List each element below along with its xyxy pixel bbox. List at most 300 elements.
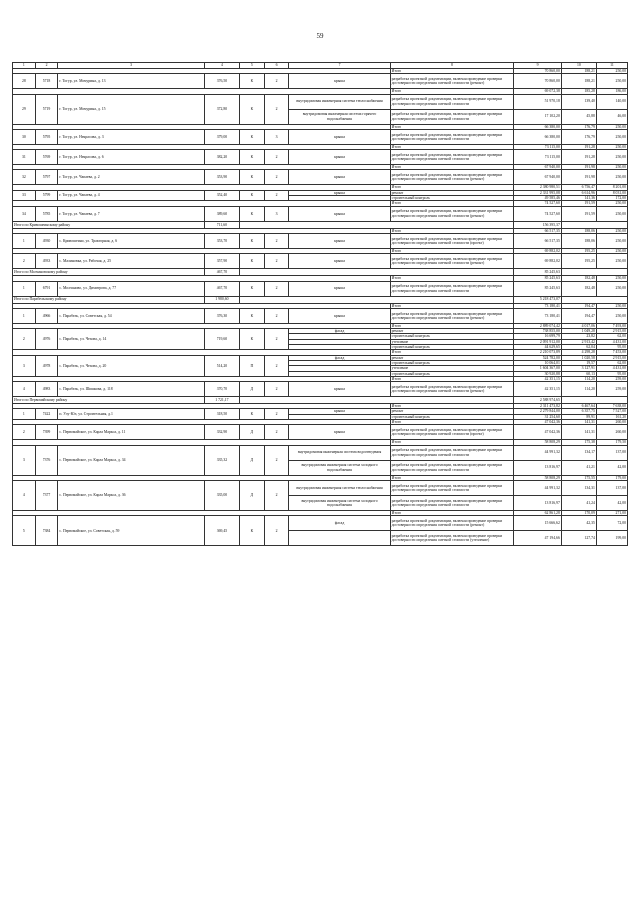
- col-header: 2: [35, 63, 58, 69]
- building-area: 370,70: [204, 382, 239, 397]
- subtotal-label: Итого: [390, 276, 514, 281]
- work-description: разработка проектной документации, включая проведение проверки достоверности определения сметной стоимости (ремонт): [390, 308, 514, 323]
- subtotal-unit-cost: 175,38: [561, 440, 596, 445]
- empty-cell: [239, 269, 513, 276]
- work-row: [13, 150, 628, 165]
- floors: 3: [264, 206, 289, 221]
- work-kind: крыша: [289, 129, 390, 144]
- col-header: 9: [514, 63, 561, 69]
- work-sum: 74 527,60: [514, 206, 561, 221]
- col-header: 3: [58, 63, 205, 69]
- empty-cell: [561, 221, 627, 228]
- wall-material: Д: [239, 445, 264, 475]
- work-kind: внутридомовая инженерная система холодного водоснабжения: [289, 460, 390, 475]
- work-sum: 524 782,00: [514, 355, 561, 360]
- subtotal-limit: 7 493,00: [596, 323, 627, 328]
- building-area: 382,20: [204, 150, 239, 165]
- wall-material: Д: [239, 425, 264, 440]
- wall-material: К: [239, 74, 264, 89]
- subtotal-limit: 250,00: [596, 276, 627, 281]
- work-limit: 95,00: [596, 345, 627, 350]
- row-number: 3: [13, 355, 36, 376]
- work-unit-cost: 89,91: [561, 414, 596, 419]
- subtotal-sum: 74 527,60: [514, 201, 561, 206]
- empty-cell: [239, 397, 513, 404]
- work-kind: внутридомовая инженерная система горячего водоснабжения: [289, 109, 390, 124]
- wall-material: К: [239, 409, 264, 420]
- work-description: строительный контроль: [390, 334, 514, 339]
- work-kind: крыша: [289, 190, 390, 195]
- district-total-row: [13, 296, 628, 303]
- building-address: с. Первомайское, ул. Карла Маркса, д. 11: [58, 425, 205, 440]
- building-area: 514,20: [204, 355, 239, 376]
- work-row: [13, 382, 628, 397]
- work-limit: 250,00: [596, 74, 627, 89]
- subtotal-limit: 260,00: [596, 420, 627, 425]
- subtotal-unit-cost: 195,25: [561, 248, 596, 253]
- work-description: разработка проектной документации, включая проведение проверки достоверности определения сметной стоимости (ремонт): [390, 382, 514, 397]
- building-id: 7377: [35, 480, 58, 510]
- table-body: [13, 63, 628, 546]
- building-address: с. Парабель, ул. Советская, д. 54: [58, 308, 205, 323]
- work-limit: 62,00: [596, 360, 627, 365]
- work-unit-cost: 6 357,75: [561, 409, 596, 414]
- subtotal-label: Итого: [390, 69, 514, 74]
- subtotal-label: Итого: [390, 475, 514, 480]
- work-limit: 7 527,00: [596, 409, 627, 414]
- work-row: [13, 445, 628, 460]
- subtotal-sum: 2 380 980,51: [514, 185, 561, 190]
- building-id: 5769: [35, 150, 58, 165]
- work-description: разработка проектной документации, включая проведение проверки достоверности определения сметной стоимости: [390, 495, 514, 510]
- building-id: 6791: [35, 281, 58, 296]
- building-area: 352,40: [204, 190, 239, 201]
- building-address: г. Тогур, ул. Чапаева, д. 4: [58, 190, 205, 201]
- building-area: 389,60: [204, 206, 239, 221]
- work-sum: 67 940,00: [514, 170, 561, 185]
- district-total-row: [13, 269, 628, 276]
- floors: 2: [264, 480, 289, 510]
- work-kind: крыша: [289, 233, 390, 248]
- work-sum: 2 091 912,00: [514, 339, 561, 344]
- empty-cell: [239, 296, 513, 303]
- work-unit-cost: 62,04: [561, 345, 596, 350]
- col-header: 4: [204, 63, 239, 69]
- work-row: [13, 129, 628, 144]
- subtotal-sum: 58 808,29: [514, 440, 561, 445]
- work-limit: 140,00: [596, 94, 627, 109]
- district-total-row: [13, 397, 628, 404]
- work-description: строительный контроль: [390, 371, 514, 376]
- work-kind: крыша: [289, 281, 390, 296]
- building-area: 369,45: [204, 516, 239, 546]
- subtotal-unit-cost: 191,98: [561, 165, 596, 170]
- work-sum: 738 855,00: [514, 329, 561, 334]
- floors: 2: [264, 425, 289, 440]
- floors: 2: [264, 445, 289, 475]
- row-number: 33: [13, 190, 36, 201]
- building-id: 7376: [35, 445, 58, 475]
- subtotal-label: Итого: [390, 303, 514, 308]
- subtotal-unit-cost: 175,55: [561, 475, 596, 480]
- building-id: 7422: [35, 409, 58, 420]
- building-id: 5797: [35, 170, 58, 185]
- work-unit-cost: 3 127,91: [561, 366, 596, 371]
- subtotal-label: Итого: [390, 144, 514, 149]
- work-limit: 250,00: [596, 281, 627, 296]
- building-id: 5799: [35, 190, 58, 201]
- building-id: 7399: [35, 425, 58, 440]
- subtotal-label: Итого: [390, 201, 514, 206]
- row-number: 4: [13, 382, 36, 397]
- building-address: с. Первомайское, ул. Советская, д. 59: [58, 516, 205, 546]
- district-total-label: Итого по Первомайскому району: [13, 397, 205, 404]
- subtotal-unit-cost: 4 017,06: [561, 323, 596, 328]
- wall-material: Д: [239, 480, 264, 510]
- subtotal-unit-cost: 170,09: [561, 510, 596, 515]
- work-kind: крыша: [289, 308, 390, 323]
- work-unit-cost: 134,31: [561, 480, 596, 495]
- subtotal-limit: 250,00: [596, 303, 627, 308]
- subtotal-limit: 250,00: [596, 228, 627, 233]
- work-sum: 73 115,00: [514, 150, 561, 165]
- floors: 2: [264, 170, 289, 185]
- work-sum: 66 517,35: [514, 233, 561, 248]
- wall-material: К: [239, 170, 264, 185]
- work-kind: крыша: [289, 425, 390, 440]
- district-total-sum: 2 588 974,65: [514, 397, 561, 404]
- work-unit-cost: 139,40: [561, 94, 596, 109]
- work-description: ремонт: [390, 409, 514, 414]
- work-kind: внутридомовая инженерная система теплоснабжения: [289, 480, 390, 495]
- wall-material: К: [239, 129, 264, 144]
- work-description: строительный контроль: [390, 196, 514, 201]
- col-header: 10: [561, 63, 596, 69]
- work-sum: 17 102,20: [514, 109, 561, 124]
- work-unit-cost: 41,21: [561, 460, 596, 475]
- subtotal-limit: 179,00: [596, 475, 627, 480]
- floors: 2: [264, 308, 289, 323]
- work-unit-cost: 176,79: [561, 129, 596, 144]
- wall-material: К: [239, 516, 264, 546]
- subtotal-limit: 186,00: [596, 89, 627, 94]
- work-kind: фасад: [289, 329, 390, 334]
- work-kind: внутридомовая инженерная система холодного водоснабжения: [289, 495, 390, 510]
- work-limit: 250,00: [596, 254, 627, 269]
- subtotal-sum: 47 042,36: [514, 420, 561, 425]
- work-limit: 250,00: [596, 150, 627, 165]
- building-area: 376,50: [204, 74, 239, 89]
- building-address: г. Тогур, ул. Чапаева, д. 2: [58, 170, 205, 185]
- district-total-sum: 5 218 473,07: [514, 296, 561, 303]
- subtotal-limit: 250,00: [596, 165, 627, 170]
- work-row: [13, 206, 628, 221]
- subtotal-limit: 8 201,00: [596, 185, 627, 190]
- subtotal-label: Итого: [390, 323, 514, 328]
- wall-material: К: [239, 150, 264, 165]
- subtotal-limit: 250,00: [596, 124, 627, 129]
- wall-material: К: [239, 94, 264, 124]
- district-total-area: 711,60: [204, 221, 239, 228]
- work-limit: 4 431,00: [596, 366, 627, 371]
- subtotal-unit-cost: 4 298,28: [561, 350, 596, 355]
- building-address: с. Кривошеино, ул. Тракторная, д. 6: [58, 233, 205, 248]
- work-sum: 31 254,60: [514, 414, 561, 419]
- row-number: 30: [13, 129, 36, 144]
- work-unit-cost: 195,25: [561, 254, 596, 269]
- work-row: [13, 281, 628, 296]
- work-unit-cost: 127,74: [561, 531, 596, 546]
- subtotal-unit-cost: 191,59: [561, 201, 596, 206]
- work-row: [13, 516, 628, 531]
- work-sum: 44 991,32: [514, 480, 561, 495]
- work-unit-cost: 45,88: [561, 109, 596, 124]
- floors: 3: [264, 129, 289, 144]
- subtotal-unit-cost: 114,20: [561, 376, 596, 381]
- work-unit-cost: 191,98: [561, 170, 596, 185]
- work-sum: 1 604 367,00: [514, 366, 561, 371]
- work-sum: 47 194,66: [514, 531, 561, 546]
- work-kind: [289, 531, 390, 546]
- subtotal-unit-cost: 185,28: [561, 89, 596, 94]
- subtotal-label: Итого: [390, 228, 514, 233]
- subtotal-sum: 73 115,00: [514, 144, 561, 149]
- work-kind: крыша: [289, 170, 390, 185]
- work-row: [13, 480, 628, 495]
- subtotal-sum: 67 940,00: [514, 165, 561, 170]
- col-header: 6: [264, 63, 289, 69]
- building-id: 4933: [35, 254, 58, 269]
- work-description: разработка проектной документации, включая проведение проверки достоверности определения сметной стоимости: [390, 150, 514, 165]
- row-number: 1: [13, 308, 36, 323]
- empty-cell: [561, 269, 627, 276]
- work-kind: внутридомовая инженерная система водоотведения: [289, 445, 390, 460]
- work-sum: 10 064,01: [514, 360, 561, 365]
- building-address: г. Тогур, ул. Чапаева, д. 7: [58, 206, 205, 221]
- subtotal-sum: 62 861,28: [514, 510, 561, 515]
- work-limit: 260,00: [596, 425, 627, 440]
- subtotal-sum: 42 351,15: [514, 376, 561, 381]
- work-limit: 161,20: [596, 414, 627, 419]
- work-description: утепление: [390, 339, 514, 344]
- col-header: 1: [13, 63, 36, 69]
- district-total-row: [13, 221, 628, 228]
- work-unit-cost: 191,28: [561, 150, 596, 165]
- work-sum: 70 860,00: [514, 74, 561, 89]
- district-total-area: 1 980,60: [204, 296, 239, 303]
- floors: 2: [264, 254, 289, 269]
- work-description: разработка проектной документации, включая проведение проверки достоверности определения сметной стоимости (утепление): [390, 531, 514, 546]
- district-total-label: Итого по Молчановскому району: [13, 269, 205, 276]
- floors: 2: [264, 329, 289, 350]
- work-row: [13, 425, 628, 440]
- subtotal-limit: 179,50: [596, 440, 627, 445]
- subtotal-sum: 66 517,35: [514, 228, 561, 233]
- wall-material: К: [239, 281, 264, 296]
- subtotal-sum: 2 210 073,89: [514, 350, 561, 355]
- subtotal-unit-cost: 176,79: [561, 124, 596, 129]
- building-address: с. Малиновка, ул. Рабочая, д. 25: [58, 254, 205, 269]
- work-sum: 30 920,88: [514, 371, 561, 376]
- building-area: 467,70: [204, 281, 239, 296]
- floors: 2: [264, 150, 289, 165]
- col-header: 11: [596, 63, 627, 69]
- subtotal-label: Итого: [390, 248, 514, 253]
- subtotal-label: Итого: [390, 440, 514, 445]
- work-row: [13, 308, 628, 323]
- subtotal-limit: 7 638,00: [596, 404, 627, 409]
- subtotal-label: Итого: [390, 165, 514, 170]
- building-id: 4978: [35, 355, 58, 376]
- subtotal-label: Итого: [390, 89, 514, 94]
- row-number: 29: [13, 94, 36, 124]
- work-description: разработка проектной документации, включая проведение проверки достоверности определения сметной стоимости (ремонт): [390, 74, 514, 89]
- work-limit: 250,00: [596, 129, 627, 144]
- empty-cell: [561, 296, 627, 303]
- row-number: 31: [13, 150, 36, 165]
- subtotal-sum: 66 380,00: [514, 124, 561, 129]
- building-address: с. Молчаново, ул. Димитрова, д. 77: [58, 281, 205, 296]
- subtotal-unit-cost: 188,06: [561, 228, 596, 233]
- work-unit-cost: 19,57: [561, 360, 596, 365]
- work-description: разработка проектной документации, включая проведение проверки достоверности определения сметной стоимости: [390, 94, 514, 109]
- work-unit-cost: 188,21: [561, 74, 596, 89]
- work-sum: 49 585,46: [514, 196, 561, 201]
- building-id: 4976: [35, 329, 58, 350]
- building-area: 379,00: [204, 129, 239, 144]
- row-number: 28: [13, 74, 36, 89]
- work-limit: 46,00: [596, 109, 627, 124]
- subtotal-limit: 271,00: [596, 510, 627, 515]
- district-total-sum: 156 395,37: [514, 221, 561, 228]
- work-description: разработка проектной документации, включая проведение проверки достоверности определения сметной стоимости: [390, 480, 514, 495]
- work-description: строительный контроль: [390, 360, 514, 365]
- building-address: п. Улу-Юл, ул. Строительная, д.1: [58, 409, 205, 420]
- floors: 2: [264, 74, 289, 89]
- work-unit-cost: 114,20: [561, 382, 596, 397]
- work-description: разработка проектной документации, включая проведение проверки достоверности определения сметной стоимости: [390, 109, 514, 124]
- work-unit-cost: 134,17: [561, 445, 596, 460]
- building-area: 357,90: [204, 254, 239, 269]
- building-address: г. Тогур, ул. Мичурина, д. 13: [58, 74, 205, 89]
- work-sum: 15 666,62: [514, 516, 561, 531]
- subtotal-sum: 69 882,02: [514, 248, 561, 253]
- row-number: 34: [13, 206, 36, 221]
- floors: 2: [264, 233, 289, 248]
- work-limit: 172,00: [596, 196, 627, 201]
- work-limit: 250,00: [596, 170, 627, 185]
- subtotal-label: Итого: [390, 124, 514, 129]
- row-number: 32: [13, 170, 36, 185]
- subtotal-unit-cost: 6 756,47: [561, 185, 596, 190]
- subtotal-sum: 73 180,41: [514, 303, 561, 308]
- work-row: [13, 94, 628, 109]
- subtotal-unit-cost: 141,31: [561, 420, 596, 425]
- subtotal-label: Итого: [390, 404, 514, 409]
- work-unit-cost: 188,06: [561, 233, 596, 248]
- floors: 2: [264, 516, 289, 546]
- building-address: с. Первомайское, ул. Карла Маркса, д. 36: [58, 480, 205, 510]
- subtotal-limit: 259,00: [596, 376, 627, 381]
- subtotal-label: Итого: [390, 510, 514, 515]
- building-address: с. Первомайское, ул. Карла Маркса, д. 34: [58, 445, 205, 475]
- work-sum: 13 816,97: [514, 460, 561, 475]
- empty-cell: [561, 397, 627, 404]
- work-description: разработка проектной документации, включая проведение проверки достоверности определения сметной стоимости: [390, 460, 514, 475]
- subtotal-limit: 250,00: [596, 69, 627, 74]
- subtotal-label: Итого: [390, 185, 514, 190]
- work-sum: 47 042,36: [514, 425, 561, 440]
- work-unit-cost: 191,59: [561, 206, 596, 221]
- work-description: разработка проектной документации, включая проведение проверки достоверности определения сметной стоимости (ремонт): [390, 206, 514, 221]
- row-number: 1: [13, 409, 36, 420]
- subtotal-limit: 250,00: [596, 248, 627, 253]
- floors: 2: [264, 355, 289, 376]
- subtotal-unit-cost: 194,47: [561, 303, 596, 308]
- work-unit-cost: 6 614,96: [561, 190, 596, 195]
- work-description: ремонт: [390, 190, 514, 195]
- work-kind: крыша: [289, 206, 390, 221]
- work-kind: крыша: [289, 382, 390, 397]
- work-limit: 42,00: [596, 495, 627, 510]
- district-total-label: Итого по Парабельскому району: [13, 296, 205, 303]
- building-address: с. Парабель, ул. Шишкова, д. 118: [58, 382, 205, 397]
- row-number: 2: [13, 254, 36, 269]
- work-kind: крыша: [289, 74, 390, 89]
- row-number: 3: [13, 445, 36, 475]
- work-kind: внутридомовая инженерная система теплоснабжения: [289, 94, 390, 109]
- subtotal-limit: 7 453,00: [596, 350, 627, 355]
- work-sum: 44 629,65: [514, 345, 561, 350]
- work-sum: 51 970,18: [514, 94, 561, 109]
- building-id: 5719: [35, 94, 58, 124]
- work-row: [13, 233, 628, 248]
- work-description: разработка проектной документации, включая проведение проверки достоверности определения сметной стоимости: [390, 129, 514, 144]
- work-limit: 250,00: [596, 233, 627, 248]
- subtotal-unit-cost: 191,28: [561, 144, 596, 149]
- work-sum: 85 245,63: [514, 281, 561, 296]
- work-limit: 259,00: [596, 382, 627, 397]
- work-sum: 44 991,32: [514, 445, 561, 460]
- work-kind: фасад: [289, 516, 390, 531]
- subtotal-limit: 250,00: [596, 201, 627, 206]
- building-area: 376,30: [204, 308, 239, 323]
- floors: 2: [264, 409, 289, 420]
- work-unit-cost: 1 049,28: [561, 329, 596, 334]
- page-number: 59: [316, 32, 324, 40]
- subtotal-sum: 85 245,63: [514, 276, 561, 281]
- building-area: 332,90: [204, 425, 239, 440]
- work-description: разработка проектной документации, включая проведение проверки достоверности определения сметной стоимости (ремонт): [390, 170, 514, 185]
- building-address: г. Тогур, ул. Некрасова, д. 6: [58, 150, 205, 165]
- work-limit: 72,00: [596, 516, 627, 531]
- work-sum: 16 699,79: [514, 334, 561, 339]
- building-id: 5795: [35, 129, 58, 144]
- building-area: 353,90: [204, 170, 239, 185]
- work-kind: крыша: [289, 254, 390, 269]
- work-sum: 13 816,97: [514, 495, 561, 510]
- work-unit-cost: 60,13: [561, 371, 596, 376]
- work-description: строительный контроль: [390, 414, 514, 419]
- work-limit: 62,00: [596, 334, 627, 339]
- building-area: 372,80: [204, 94, 239, 124]
- work-limit: 250,00: [596, 308, 627, 323]
- col-header: 7: [289, 63, 390, 69]
- row-number: 2: [13, 425, 36, 440]
- work-description: разработка проектной документации, включая проведение проверки достоверности определения сметной стоимости (проект): [390, 425, 514, 440]
- wall-material: К: [239, 190, 264, 201]
- building-address: с. Парабель, ул. Чехова, д. 14: [58, 329, 205, 350]
